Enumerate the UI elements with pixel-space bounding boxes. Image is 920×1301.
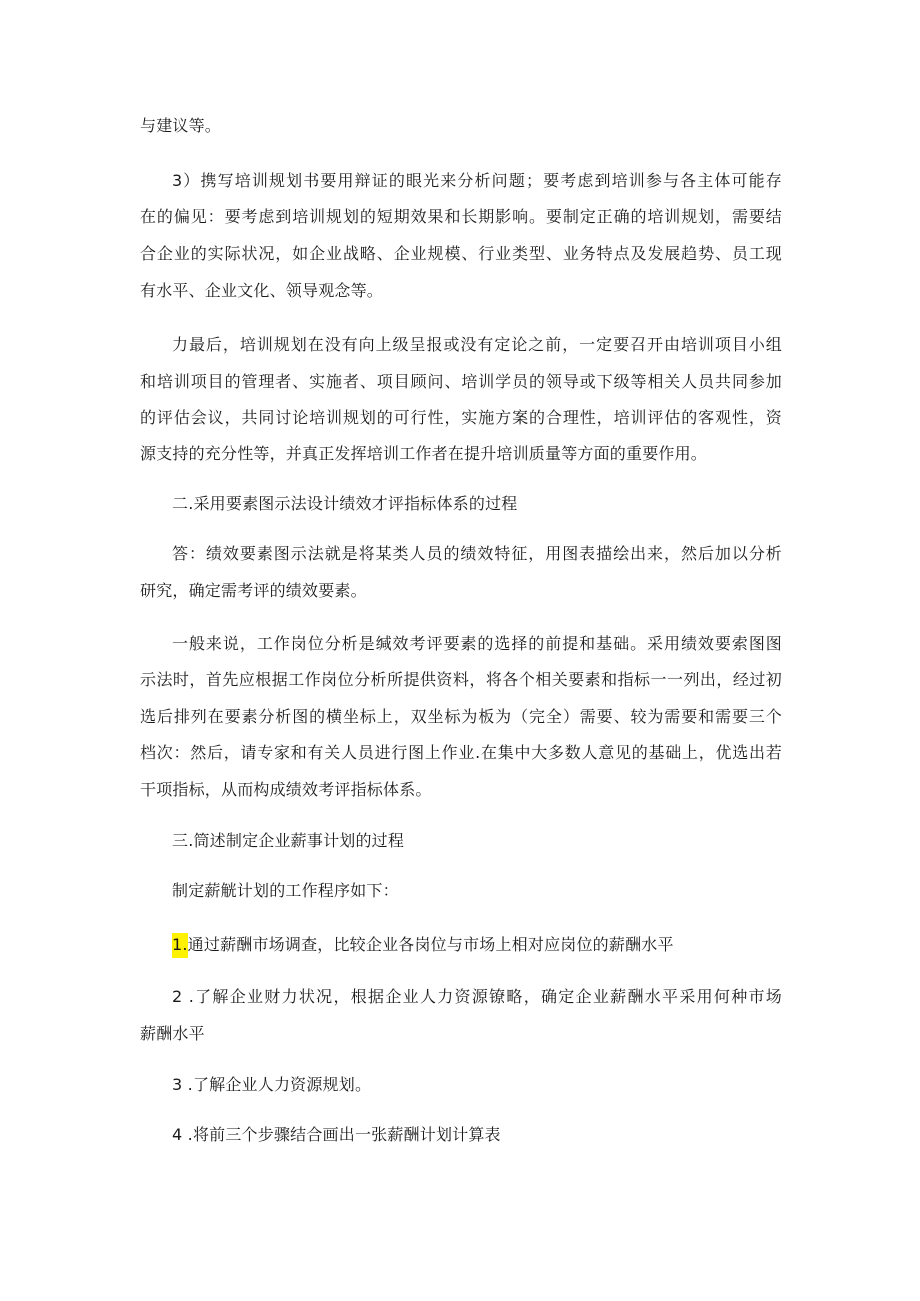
paragraph-line: 在的偏见：要考虑到培训规划的短期效果和长期影响。要制定正确的培训规划，需要结 <box>140 207 782 226</box>
paragraph-line: 的评估会议，共同讨论培训规划的可行性，实施方案的合理性，培训评估的客观性，资 <box>140 408 782 427</box>
paragraph-line: 与建议等。 <box>140 116 222 135</box>
paragraph-line: 薪酬水平 <box>140 1024 205 1043</box>
paragraph-line: 干项指标，从而构成绩效考评指标体系。 <box>140 780 432 799</box>
paragraph-line: 和培训项目的管理者、实施者、项目顾问、培训学员的领导或下级等相关人员共同参加 <box>140 372 782 391</box>
list-item <box>172 934 674 956</box>
paragraph-line: 答：绩效要素图示法就是将某类人员的绩效特征，用图表描绘出来，然后加以分析 <box>172 544 782 563</box>
list-item: 3 .了解企业人力资源规划。 <box>172 1075 372 1094</box>
paragraph-line: 选后排列在要素分析图的横坐标上，双坐标为板为（完全）需要、较为需要和需要三个 <box>140 707 782 726</box>
paragraph-line: 源支持的充分性等，并真正发挥培训工作者在提升培训质量等方面的重要作用。 <box>140 444 708 463</box>
list-item: 4 .将前三个步骤结合画出一张薪酬计划计算表 <box>172 1125 501 1144</box>
paragraph-line: 示法时，首先应根据工作岗位分析所提供资料，将各个相关要素和指标一一列出，经过初 <box>140 670 782 689</box>
paragraph-line: 3）携写培训规划书要用辩证的眼光来分析问题；要考虑到培训参与各主体可能存 <box>172 171 782 190</box>
paragraph-line: 合企业的实际状况，如企业战略、企业规模、行业类型、业务特点及发展趋势、员工现 <box>140 244 782 263</box>
highlighted-number: 1. <box>172 933 188 958</box>
paragraph-line: 有水平、企业文化、领导观念等。 <box>140 281 384 300</box>
list-item: 2 .了解企业财力状况，根据企业人力资源镣略，确定企业薪酬水平采用何种市场 <box>172 987 782 1006</box>
paragraph-line: 档次：然后，请专家和有关人员进行图上作业.在集中大多数人意见的基础上，优选出若 <box>140 743 782 762</box>
paragraph-line: 研究，确定需考评的绩效要素。 <box>140 581 367 600</box>
list-item-text: 通过薪酬市场调查，比较企业各岗位与市场上相对应岗位的薪酬水平 <box>187 935 674 954</box>
paragraph-line: 力最后，培训规划在没有向上级呈报或没有定论之前，一定要召开由培训项目小组 <box>172 335 782 354</box>
section-heading: 二.采用要素图示法设计绩效才评指标体系的过程 <box>172 494 518 513</box>
paragraph-line: 制定薪觥计划的工作程序如下： <box>172 881 399 900</box>
section-heading: 三.筒述制定企业薪事计划的过程 <box>172 831 405 850</box>
paragraph-line: 一般来说，工作岗位分析是缄效考评要素的选择的前提和基础。采用绩效要索图图 <box>172 634 782 653</box>
